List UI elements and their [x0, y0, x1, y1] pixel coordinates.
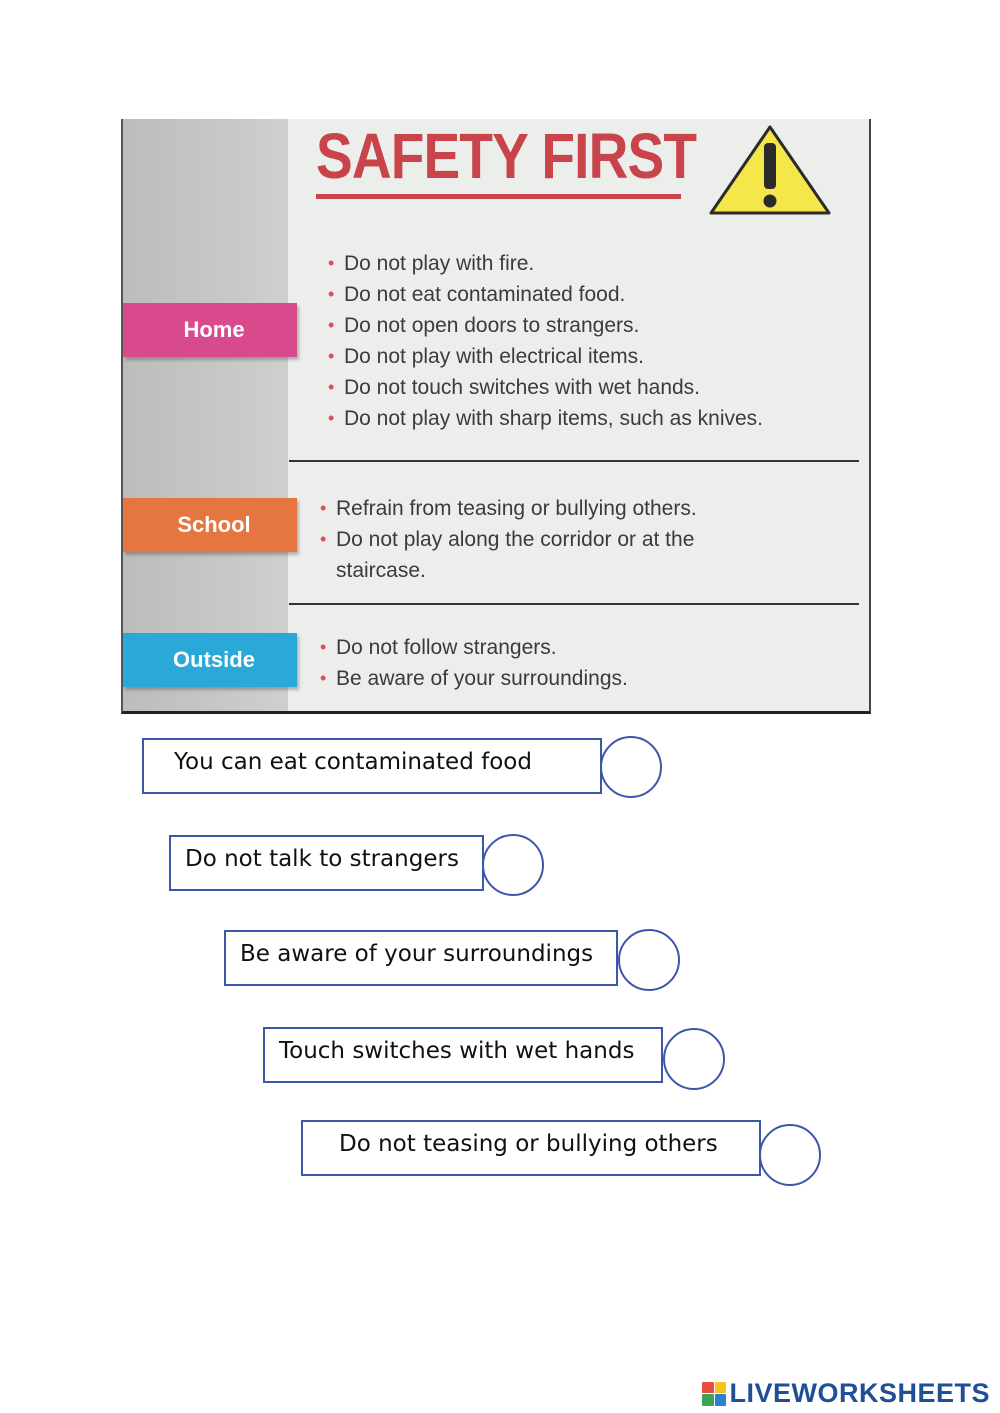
- answer-circle-3[interactable]: [618, 929, 680, 991]
- list-item: • Refrain from teasing or bullying others.: [320, 493, 790, 524]
- statement-box-5: Do not teasing or bullying others: [301, 1120, 761, 1176]
- list-item: • Do not touch switches with wet hands.: [328, 372, 763, 403]
- liveworksheets-logo-icon: [702, 1382, 726, 1406]
- answer-circle-4[interactable]: [663, 1028, 725, 1090]
- list-item: • Do not follow strangers.: [320, 632, 628, 663]
- divider: [289, 460, 859, 462]
- statement-box-4: Touch switches with wet hands: [263, 1027, 663, 1083]
- list-item: • Be aware of your surroundings.: [320, 663, 628, 694]
- list-item: • Do not play along the corridor or at the staircase.: [320, 524, 790, 586]
- list-item: • Do not play with sharp items, such as knives.: [328, 403, 763, 434]
- answer-circle-5[interactable]: [759, 1124, 821, 1186]
- school-rules: [320, 493, 790, 586]
- tag-school: School: [123, 498, 297, 552]
- title-underline: [316, 194, 681, 199]
- home-rules: [328, 248, 763, 434]
- list-item: • Do not eat contaminated food.: [328, 279, 763, 310]
- answer-circle-2[interactable]: [482, 834, 544, 896]
- warning-icon: [705, 121, 835, 217]
- list-item: • Do not open doors to strangers.: [328, 310, 763, 341]
- tag-home: Home: [123, 303, 297, 357]
- poster-sidebar: [123, 119, 288, 711]
- list-item: • Do not play with electrical items.: [328, 341, 763, 372]
- list-item: • Do not play with fire.: [328, 248, 763, 279]
- brand-text: LIVEWORKSHEETS: [729, 1378, 990, 1408]
- answer-circle-1[interactable]: [600, 736, 662, 798]
- outside-rules: [320, 632, 628, 694]
- divider: [289, 603, 859, 605]
- tag-outside: Outside: [123, 633, 297, 687]
- liveworksheets-brand[interactable]: [702, 1378, 990, 1409]
- poster-title: SAFETY FIRST: [316, 120, 697, 192]
- statement-box-1: You can eat contaminated food: [142, 738, 602, 794]
- statement-box-3: Be aware of your surroundings: [224, 930, 618, 986]
- statement-box-2: Do not talk to strangers: [169, 835, 484, 891]
- safety-poster: [121, 119, 871, 714]
